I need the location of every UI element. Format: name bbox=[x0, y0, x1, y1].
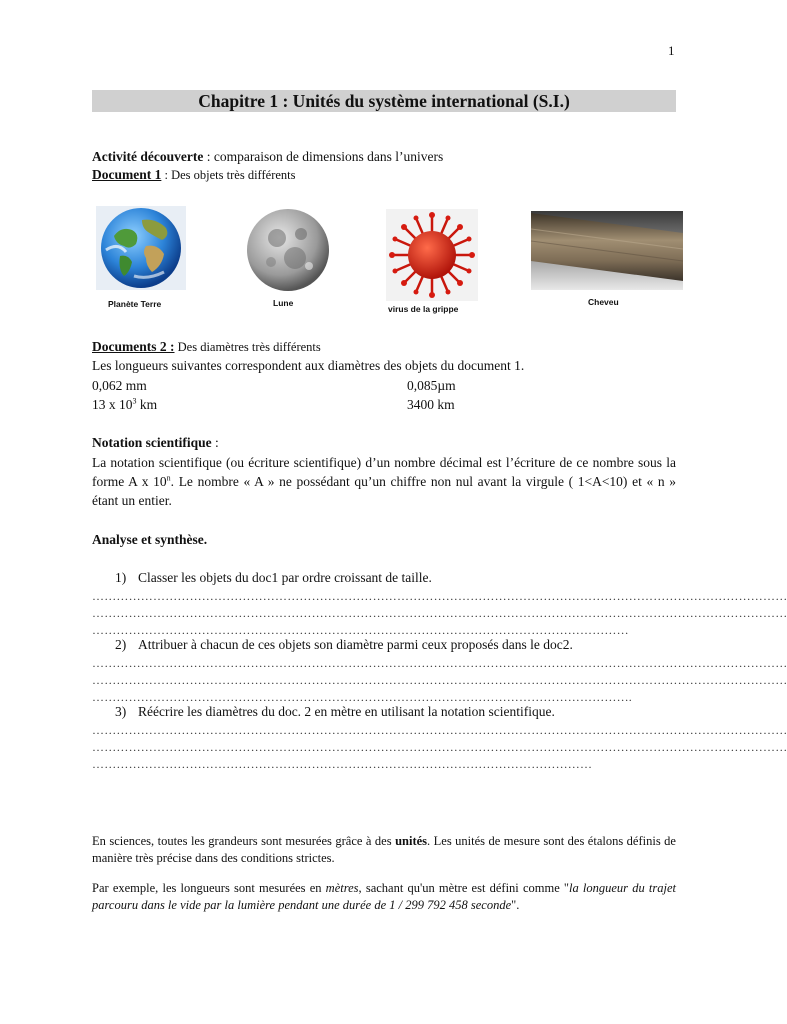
notation-text-start: La notation scientifique (ou écriture scientifique) d’un nombre décimal est l’écriture de ce nombre sous la forme A x 10 bbox=[92, 455, 676, 489]
page-title: Chapitre 1 : Unités du système international (S.I.) bbox=[92, 90, 676, 112]
doc1-label: Document 1 bbox=[92, 167, 162, 182]
question-1-number: 1) bbox=[115, 570, 127, 585]
hair-image bbox=[531, 211, 683, 290]
meter-definition-paragraph bbox=[92, 880, 676, 914]
answer-line[interactable]: ……………………………………………………………………………………………………………………………………………………… bbox=[92, 673, 787, 687]
units-text-start: En sciences, toutes les grandeurs sont mesurées grâce à des bbox=[92, 834, 396, 848]
activity-label: Activité découverte bbox=[92, 149, 204, 164]
notation-heading: Notation scientifique bbox=[92, 435, 212, 450]
earth-image bbox=[96, 206, 186, 290]
activity-line bbox=[92, 149, 443, 165]
meter-text-start: Par exemple, les longueurs sont mesurées en bbox=[92, 881, 326, 895]
answer-line[interactable]: ……………………………………………………………………………………………………………………………………………………… bbox=[92, 589, 787, 603]
doc2-intro: Les longueurs suivantes correspondent aux diamètres des objets du document 1. bbox=[92, 358, 525, 373]
earth-caption: Planète Terre bbox=[108, 299, 162, 309]
virus-caption: virus de la grippe bbox=[388, 304, 459, 314]
question-3-text: Réécrire les diamètres du doc. 2 en mètre en utilisant la notation scientifique. bbox=[138, 704, 555, 719]
answer-line[interactable]: …………………………………………………………………………………………………………………… bbox=[92, 623, 629, 637]
units-paragraph bbox=[92, 833, 676, 867]
units-bold: unités bbox=[395, 834, 428, 848]
diameter-value-a: 0,062 mm bbox=[92, 378, 147, 393]
diameter-value-b: 0,085µm bbox=[407, 378, 456, 393]
diameter-c-base: 13 x 10 bbox=[92, 397, 133, 412]
notation-heading-suffix: : bbox=[211, 435, 219, 450]
page-number: 1 bbox=[668, 43, 675, 58]
diameter-c-unit: km bbox=[136, 397, 158, 412]
meter-text-end: ". bbox=[511, 898, 520, 912]
question-2-text: Attribuer à chacun de ces objets son diamètre parmi ceux proposés dans le doc2. bbox=[138, 637, 573, 652]
moon-image bbox=[243, 208, 333, 292]
notation-paragraph bbox=[92, 453, 676, 510]
doc1-text: : Des objets très différents bbox=[161, 168, 296, 182]
activity-text: : comparaison de dimensions dans l’univers bbox=[203, 149, 444, 164]
doc2-text: Des diamètres très différents bbox=[174, 340, 321, 354]
answer-line[interactable]: ……………………………………………………………………………………………………………………………………………………… bbox=[92, 740, 787, 754]
diameter-c-exponent: 3 bbox=[132, 396, 137, 406]
moon-caption: Lune bbox=[273, 298, 294, 308]
question-1 bbox=[115, 570, 432, 586]
answer-line[interactable]: ……………………………………………………………………………………………………………………………………………………… bbox=[92, 723, 787, 737]
meter-text-mid: , sachant qu'un mètre est défini comme " bbox=[358, 881, 570, 895]
diameter-value-c bbox=[92, 397, 157, 413]
hair-caption: Cheveu bbox=[588, 297, 619, 307]
question-1-text: Classer les objets du doc1 par ordre croissant de taille. bbox=[138, 570, 432, 585]
doc2-label: Documents 2 : bbox=[92, 339, 175, 354]
units-text-end: . Les unités de mesure sont des étalons définis de manière très précise dans des conditions strictes. bbox=[92, 834, 676, 865]
diameter-value-d: 3400 km bbox=[407, 397, 455, 412]
analyse-heading: Analyse et synthèse. bbox=[92, 532, 208, 547]
answer-line[interactable]: ……………………………………………………………………………………………………………………………………………………… bbox=[92, 656, 787, 670]
answer-line[interactable]: ……………………………………………………………………………………………………………………. bbox=[92, 690, 632, 704]
question-3-number: 3) bbox=[115, 704, 127, 719]
meter-italic-definition: la longueur du trajet parcouru dans le vide par la lumière pendant une durée de 1 / 299 792 458 seconde bbox=[92, 881, 676, 912]
question-2 bbox=[115, 637, 573, 653]
doc1-line bbox=[92, 167, 296, 183]
answer-line[interactable]: …………………………………………………………………………………………………………… bbox=[92, 757, 593, 771]
notation-text-end: . Le nombre « A » ne possédant qu’un chiffre non nul avant la virgule ( 1<A<10) et « n » étant un entier. bbox=[92, 474, 676, 508]
question-3 bbox=[115, 704, 555, 720]
notation-heading-line bbox=[92, 435, 219, 451]
question-2-number: 2) bbox=[115, 637, 127, 652]
answer-line[interactable]: ……………………………………………………………………………………………………………………………………………………… bbox=[92, 606, 787, 620]
meter-italic-metres: mètres bbox=[325, 881, 359, 895]
doc2-line bbox=[92, 339, 321, 355]
virus-image bbox=[386, 209, 478, 301]
notation-exponent: n bbox=[166, 473, 171, 483]
